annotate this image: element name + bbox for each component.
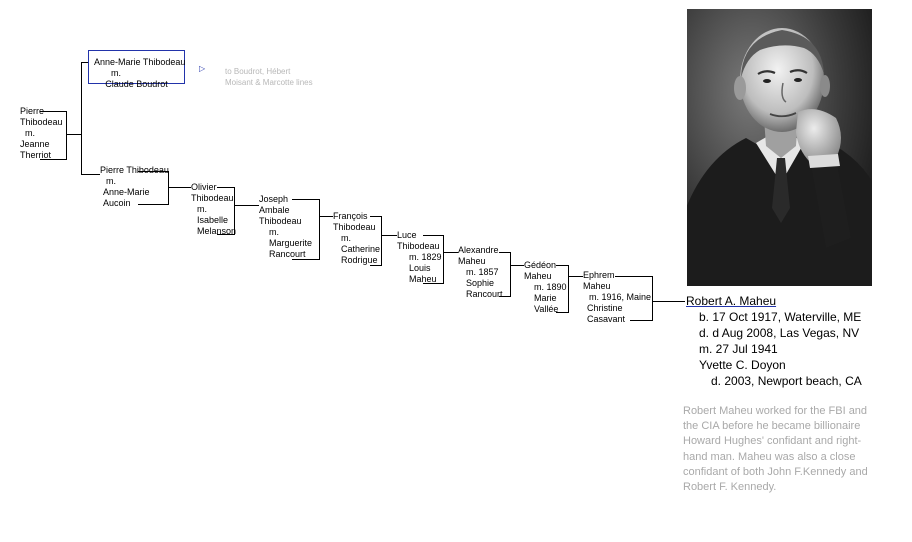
- ancestor-line: Anne-Marie Thibodeau: [94, 57, 186, 67]
- ancestor-line: Jeanne: [20, 139, 50, 149]
- connector: [568, 265, 569, 313]
- connector: [81, 62, 88, 63]
- ancestor-line: Gédéon: [524, 260, 557, 270]
- ancestor-line: Claude Boudrot: [105, 79, 168, 89]
- ancestor-line: Thibodeau: [259, 216, 302, 226]
- ancestor-pierre-thibodeau-jeanne-therriot: [20, 106, 63, 161]
- ancestor-line: François: [333, 211, 368, 221]
- ancestor-line: Rancourt: [269, 249, 306, 259]
- ancestor-line: Maheu: [583, 281, 611, 291]
- ancestor-line: Rodrigue: [341, 255, 378, 265]
- ancestor-francois-thibodeau-catherine-rodrigue: [333, 211, 380, 266]
- ancestor-line: Maheu: [458, 256, 486, 266]
- biography-note: Robert Maheu worked for the FBI and the CIA before he became billionaire Howard Hughes' confidant and right-hand man. Maheu was also a close confidant of both John F.Kennedy and Robert F. Kennedy.: [683, 405, 868, 494]
- ancestor-line: m. 1857: [466, 267, 499, 277]
- connector: [443, 252, 458, 253]
- connector: [319, 199, 320, 260]
- ancestor-line: Marguerite: [269, 238, 313, 248]
- note-line: Moisant & Marcotte lines: [225, 78, 313, 87]
- ancestor-line: Thibodeau: [397, 241, 440, 251]
- ancestor-line: m.: [341, 233, 351, 243]
- ancestor-line: Isabelle: [197, 215, 229, 225]
- ancestor-pierre-thibodeau-anne-marie-aucoin: [100, 165, 169, 209]
- connector: [81, 62, 82, 175]
- ancestor-line: Thibodeau: [191, 193, 234, 203]
- ancestor-line: Catherine: [341, 244, 381, 254]
- connector: [168, 187, 191, 188]
- ancestor-line: m.: [106, 176, 116, 186]
- ancestor-gedeon-maheu-marie-vallee: [524, 260, 567, 315]
- connector: [81, 174, 100, 175]
- ancestor-olivier-thibodeau-isabelle-melanson: [191, 182, 236, 237]
- anne-marie-thibodeau-link-box[interactable]: [88, 50, 186, 89]
- ancestor-line: Olivier: [191, 182, 217, 192]
- connector: [381, 235, 397, 236]
- ancestor-line: m. 1890: [534, 282, 567, 292]
- ancestor-line: Casavant: [587, 314, 626, 324]
- marriage-line: m. 27 Jul 1941: [699, 342, 778, 356]
- ancestor-line: Ephrem: [583, 270, 615, 280]
- death-line: d. d Aug 2008, Las Vegas, NV: [699, 326, 860, 340]
- connector: [652, 301, 685, 302]
- subject-name-link[interactable]: Robert A. Maheu: [686, 294, 777, 308]
- ancestor-line: Sophie: [466, 278, 495, 288]
- ancestor-line: Ambale: [259, 205, 290, 215]
- connector: [652, 276, 653, 321]
- ancestor-line: Rancourt: [466, 289, 503, 299]
- ancestor-line: m.: [111, 68, 121, 78]
- connector: [510, 265, 524, 266]
- ancestor-line: Anne-Marie: [103, 187, 150, 197]
- connector: [234, 205, 259, 206]
- spouse-line: Yvette C. Doyon: [699, 358, 786, 372]
- ancestor-line: m. 1916, Maine: [589, 292, 652, 302]
- ancestor-line: Joseph: [259, 194, 289, 204]
- ancestor-line: Alexandre: [458, 245, 499, 255]
- ancestor-line: Maheu: [524, 271, 552, 281]
- connector: [319, 216, 333, 217]
- ancestor-line: Vallée: [534, 304, 559, 314]
- ancestor-line: Melanson: [197, 226, 237, 236]
- ancestor-luce-thibodeau-louis-maheu: [397, 230, 442, 285]
- ancestor-line: m.: [25, 128, 35, 138]
- ancestor-line: Louis: [409, 263, 431, 273]
- ancestor-line: Thibodeau: [333, 222, 376, 232]
- ancestor-line: m.: [197, 204, 207, 214]
- spouse-death-line: d. 2003, Newport beach, CA: [711, 374, 862, 388]
- ancestor-line: m. 1829: [409, 252, 442, 262]
- connector: [510, 252, 511, 297]
- arrow-right-icon[interactable]: ▷: [199, 64, 206, 73]
- ancestor-ephrem-maheu-christine-casavant: [583, 270, 651, 325]
- ancestor-line: m.: [269, 227, 279, 237]
- note-line: to Boudrot, Hébert: [225, 67, 291, 76]
- connector: [381, 216, 382, 266]
- subject-robert-maheu: [686, 293, 862, 389]
- connector: [66, 111, 67, 160]
- portrait-photo: [686, 8, 873, 287]
- ancestor-line: Christine: [587, 303, 623, 313]
- ancestor-line: Marie: [534, 293, 557, 303]
- ancestor-line: Aucoin: [103, 198, 131, 208]
- connector: [443, 235, 444, 284]
- ancestor-line: Thibodeau: [20, 117, 63, 127]
- ancestor-line: Pierre Thibodeau: [100, 165, 169, 175]
- birth-line: b. 17 Oct 1917, Waterville, ME: [699, 310, 862, 324]
- ancestor-line: Maheu: [409, 274, 437, 284]
- ancestor-joseph-ambale-thibodeau-marguerite-rancourt: [259, 194, 312, 260]
- other-lines-note[interactable]: [225, 66, 313, 88]
- connector: [66, 134, 82, 135]
- connector: [568, 276, 583, 277]
- ancestor-line: Therriot: [20, 150, 52, 160]
- ancestor-line: Luce: [397, 230, 417, 240]
- ancestor-alexandre-maheu-sophie-rancourt: [458, 245, 503, 300]
- ancestor-line: Pierre: [20, 106, 45, 116]
